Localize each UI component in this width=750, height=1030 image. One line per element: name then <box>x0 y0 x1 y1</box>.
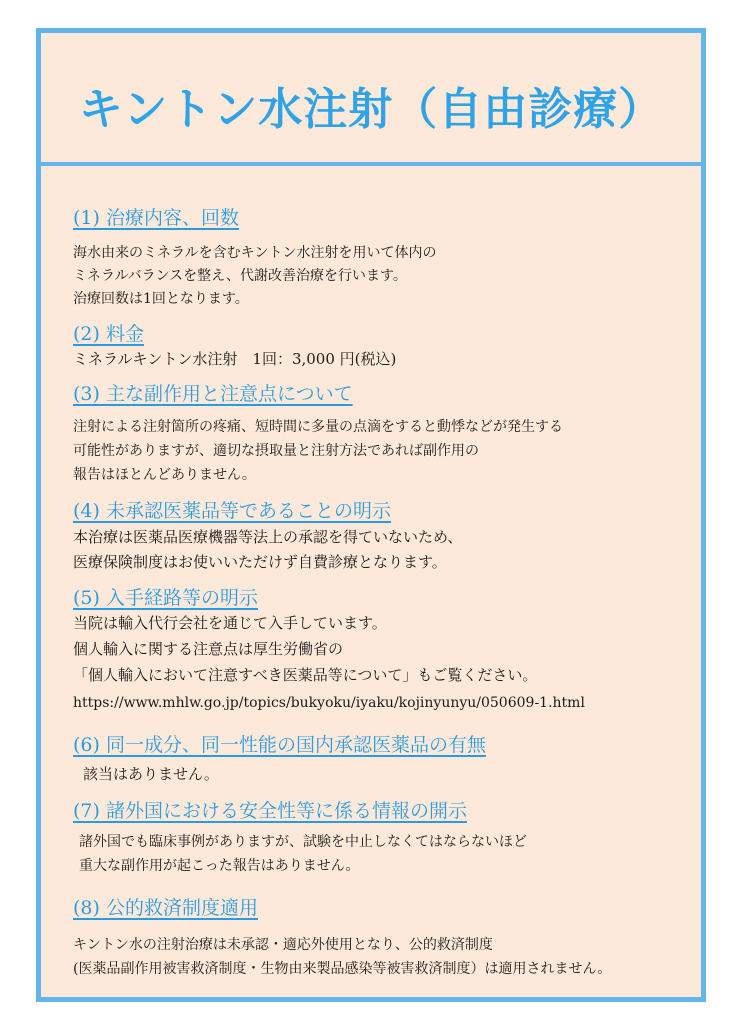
page-title: キントン水注射（自由診療） <box>78 84 664 135</box>
mhlw-url-text: https://www.mhlw.go.jp/topics/bukyoku/iyaku/kojinyunyu/050609-1.html <box>73 695 585 711</box>
section-7-heading: (7) 諸外国における安全性等に係る情報の開示 <box>73 800 467 822</box>
section-5-line-2: 個人輸入に関する注意点は厚生労働省の <box>73 640 344 658</box>
section-3-line-3: 報告はほとんどありません。 <box>73 467 256 483</box>
section-7-line-1: 諸外国でも臨床事例がありますが、試験を中止しなくてはならないほど <box>79 834 527 850</box>
title-box <box>41 33 701 166</box>
section-8-line-2: (医薬品副作用被害救済制度・生物由来製品感染等被害救済制度）は適用されません。 <box>73 961 612 977</box>
section-3-line-2: 可能性がありますが、適切な摂取量と注射方法であれば副作用の <box>73 443 479 459</box>
section-5-line-1: 当院は輸入代行会社を通じて入手しています。 <box>73 614 387 632</box>
section-4-line-1: 本治療は医薬品医療機器等法上の承認を得ていないため、 <box>73 528 463 546</box>
section-2-heading: (2) 料金 <box>73 323 144 345</box>
section-1-line-1: 海水由来のミネラルを含むキントン水注射を用いて体内の <box>73 245 437 261</box>
section-3-heading: (3) 主な副作用と注意点について <box>73 383 353 405</box>
section-4-heading: (4) 未承認医薬品等であることの明示 <box>73 500 391 522</box>
section-6-line-1: 該当はありません。 <box>83 765 219 783</box>
section-3-line-1: 注射による注射箇所の疼痛、短時間に多量の点滴をすると動悸などが発生する <box>73 419 563 435</box>
section-2-line-1: ミネラルキントン水注射 1回：3,000 円(税込) <box>73 350 397 368</box>
section-4-line-2: 医療保険制度はお使いいただけず自費診療となります。 <box>73 553 447 571</box>
section-7-line-2: 重大な副作用が起こった報告はありません。 <box>79 858 360 874</box>
section-1-line-3: 治療回数は1回となります。 <box>73 291 249 307</box>
section-1-line-2: ミネラルバランスを整え、代謝改善治療を行います。 <box>73 268 407 284</box>
info-card <box>36 28 706 1002</box>
section-8-heading: (8) 公的救済制度適用 <box>73 897 258 919</box>
section-6-heading: (6) 同一成分、同一性能の国内承認医薬品の有無 <box>73 734 486 756</box>
section-5-heading: (5) 入手経路等の明示 <box>73 587 258 609</box>
section-1-heading: (1) 治療内容、回数 <box>73 207 239 229</box>
section-5-line-3: 「個人輸入において注意すべき医薬品等について」もご覧ください。 <box>73 666 538 684</box>
section-8-line-1: キントン水の注射治療は未承認・適応外使用となり、公的救済制度 <box>73 937 493 953</box>
